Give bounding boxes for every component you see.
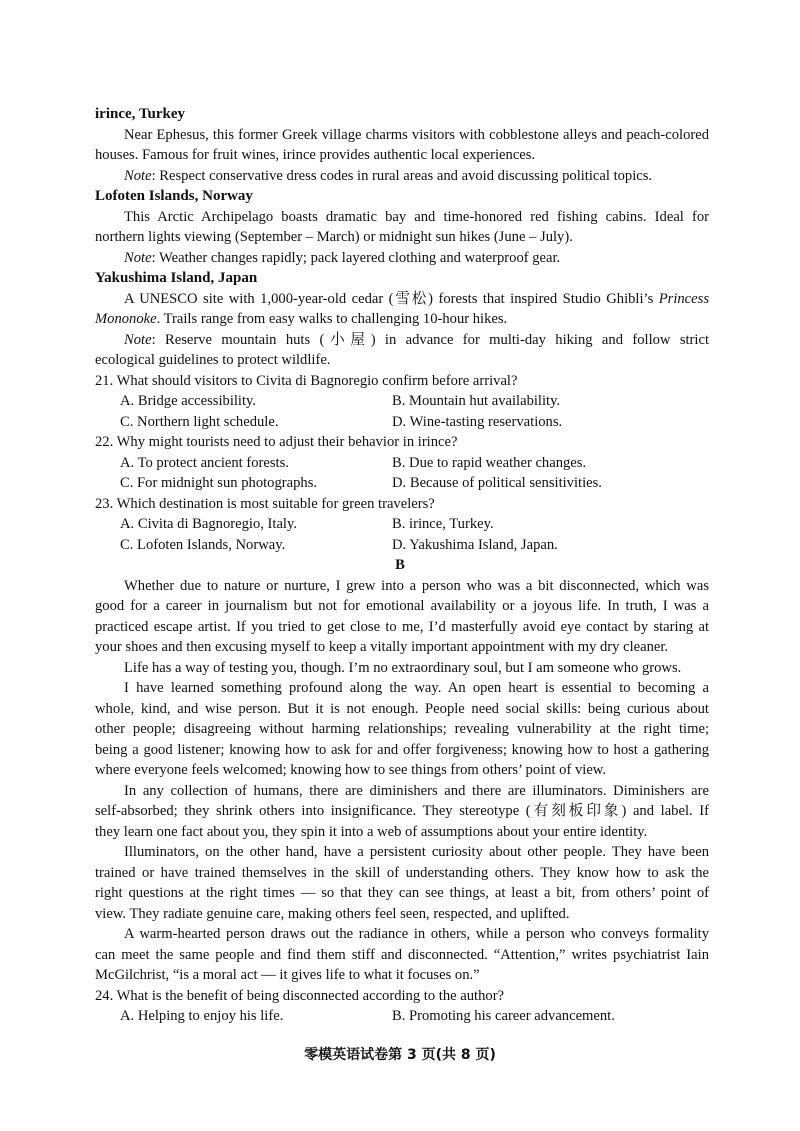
note-text: : Respect conservative dress codes in rural areas and avoid discussing political topics. xyxy=(151,167,653,184)
heading-text: Lofoten Islands, Norway xyxy=(95,188,253,204)
text-line: I have learned something profound along the way. An open heart is essential to becoming a xyxy=(124,680,709,696)
text-line: self-absorbed; they shrink others into insignificance. They stereotype (有刻板印象) and label. If xyxy=(95,803,709,819)
text-line xyxy=(0,289,709,310)
text-line: your shoes and then excusing myself to keep a vitally important appointment with my dry cleaner. xyxy=(95,639,669,655)
note-label: Note xyxy=(124,331,152,348)
option-c[interactable]: C. Lofoten Islands, Norway. xyxy=(120,536,286,553)
note-line xyxy=(0,330,709,351)
stem-text: 23. Which destination is most suitable for green travelers? xyxy=(95,495,435,512)
option-a[interactable]: A. Civita di Bagnoregio, Italy. xyxy=(120,516,297,532)
heading-text: irince, Turkey xyxy=(95,106,186,122)
text-line: trained or have trained themselves in the skill of understanding others. They know how to ask the xyxy=(95,864,709,881)
option-b[interactable]: B. Mountain hut availability. xyxy=(392,393,561,409)
question-stem xyxy=(0,432,800,453)
option-b[interactable]: B. irince, Turkey. xyxy=(392,516,494,532)
text-line: being a good listener; knowing how to ask for and offer forgiveness; knowing how to host a gathering xyxy=(95,741,709,758)
text-line: other people; disagreeing without harming relationships; revealing vulnerability at the right time; xyxy=(95,721,709,737)
options-row xyxy=(0,535,800,556)
stem-text: 22. Why might tourists need to adjust their behavior in irince? xyxy=(95,434,458,450)
option-a[interactable]: A. Bridge accessibility. xyxy=(120,393,257,409)
option-d[interactable]: D. Wine-tasting reservations. xyxy=(392,413,563,430)
text-line: Whether due to nature or nurture, I grew into a person who was a bit disconnected, which was xyxy=(124,577,709,594)
text-line xyxy=(0,309,709,330)
options-row xyxy=(0,453,800,474)
note-text: : Weather changes rapidly; pack layered clothing and waterproof gear. xyxy=(151,249,561,266)
option-b[interactable]: B. Due to rapid weather changes. xyxy=(392,454,587,471)
options-row xyxy=(0,1006,800,1027)
note-label: Note xyxy=(124,249,152,266)
text-line: Life has a way of testing you, though. I’m no extraordinary soul, but I am someone who grows. xyxy=(124,659,682,676)
text-line: whole, kind, and wise person. But it is not enough. People need social skills: being curious about xyxy=(95,700,709,717)
destination-title xyxy=(0,268,800,289)
stem-text: 24. What is the benefit of being disconnected according to the author? xyxy=(95,987,505,1004)
options-row xyxy=(0,514,800,535)
italic-title: Princess xyxy=(658,290,709,307)
question-stem xyxy=(0,986,800,1007)
text-line: good for a career in journalism but not for emotional availability or a joyous life. In truth, I was a xyxy=(95,598,709,614)
page-footer: 零模英语试卷第 3 页(共 8 页) xyxy=(304,1047,496,1063)
text-line: McGilchrist, “is a moral act — it gives life to what it focuses on.” xyxy=(95,967,480,983)
note-line xyxy=(0,166,709,187)
text-line: This Arctic Archipelago boasts dramatic bay and time-honored red fishing cabins. Ideal for xyxy=(124,208,709,225)
text-span: . Trails range from easy walks to challenging 10-hour hikes. xyxy=(156,311,508,327)
destination-title xyxy=(0,186,800,207)
option-a[interactable]: A. Helping to enjoy his life. xyxy=(120,1008,284,1024)
question-stem xyxy=(0,494,800,515)
note-line xyxy=(0,248,709,269)
options-row xyxy=(0,473,800,494)
exam-page xyxy=(0,104,800,1027)
text-line: In any collection of humans, there are diminishers and there are illuminators. Diminishers are xyxy=(124,782,709,799)
option-c[interactable]: C. For midnight sun photographs. xyxy=(120,475,318,491)
option-d[interactable]: D. Yakushima Island, Japan. xyxy=(392,536,558,553)
text-line: ecological guidelines to protect wildlife. xyxy=(95,352,331,368)
text-line: A warm-hearted person draws out the radiance in others, while a person who conveys formality xyxy=(124,926,709,942)
text-line: houses. Famous for fruit wines, irince provides authentic local experiences. xyxy=(95,147,536,163)
text-span: A UNESCO site with 1,000-year-old cedar (雪松) forests that inspired Studio Ghibli’s xyxy=(124,290,659,307)
text-line: can meet the same people and find them stiff and disconnected. “Attention,” writes psychiatrist Iain xyxy=(95,946,709,963)
option-d[interactable]: D. Because of political sensitivities. xyxy=(392,475,602,491)
option-a[interactable]: A. To protect ancient forests. xyxy=(120,454,289,471)
italic-title: Mononoke xyxy=(95,311,157,327)
text-line: practiced escape artist. If you tried to get close to me, I’d masterfully avoid eye contact by staring at xyxy=(95,618,709,635)
text-line: Near Ephesus, this former Greek village charms visitors with cobblestone alleys and peach-colored xyxy=(124,126,709,143)
text-line: northern lights viewing (September – March) or midnight sun hikes (June – July). xyxy=(95,229,573,245)
stem-text: 21. What should visitors to Civita di Bagnoregio confirm before arrival? xyxy=(95,372,518,389)
options-row xyxy=(0,412,800,433)
option-b[interactable]: B. Promoting his career advancement. xyxy=(392,1008,615,1024)
note-text: : Reserve mountain huts (小屋) in advance for multi-day hiking and follow strict xyxy=(151,331,709,348)
note-label: Note xyxy=(124,167,152,184)
text-line: Illuminators, on the other hand, have a persistent curiosity about other people. They have been xyxy=(124,844,709,860)
text-line: they learn one fact about you, they spin it into a web of assumptions about your entire identity. xyxy=(95,823,648,840)
heading-text: Yakushima Island, Japan xyxy=(95,270,258,286)
text-line: right questions at the right times — so that they can see things, at least a bit, from others’ point of xyxy=(95,885,709,901)
destination-title xyxy=(0,104,800,125)
option-c[interactable]: C. Northern light schedule. xyxy=(120,413,279,430)
section-heading: B xyxy=(395,557,405,573)
text-line: where everyone feels welcomed; knowing how to see things from others’ point of view. xyxy=(95,762,607,778)
question-stem xyxy=(0,371,800,392)
text-line: view. They radiate genuine care, making others feel seen, respected, and uplifted. xyxy=(95,905,570,922)
options-row xyxy=(0,391,800,412)
